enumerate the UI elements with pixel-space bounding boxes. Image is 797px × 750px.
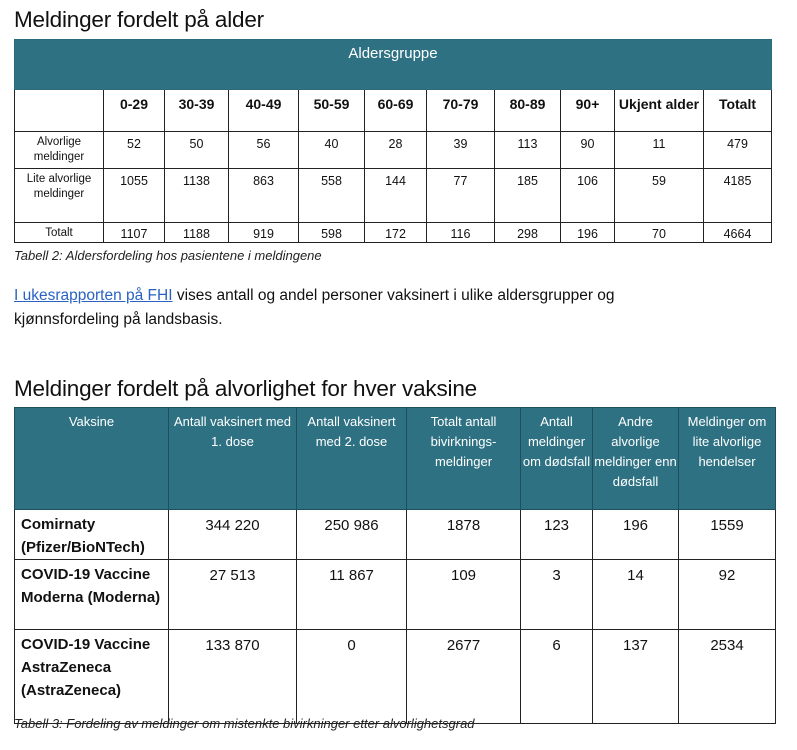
table-cell: 2534 [679,630,776,724]
table-cell: 109 [407,560,521,630]
vaccine-name: COVID-19 Vaccine Moderna (Moderna) [15,560,169,630]
table-2-caption: Tabell 2: Aldersfordeling hos pasientene i meldingene [14,248,322,263]
table-cell: 92 [679,560,776,630]
table-cell: 598 [299,223,365,243]
table-cell: 39 [427,132,495,169]
table-cell: 479 [704,132,772,169]
table-cell: 250 986 [297,510,407,560]
table-cell: 59 [615,169,704,223]
table-cell: 52 [104,132,165,169]
column-header: 30-39 [165,90,229,132]
table-cell: 133 870 [169,630,297,724]
age-distribution-table [14,39,772,243]
vaccine-name: Comirnaty (Pfizer/BioNTech) [15,510,169,560]
paragraph-text: vises antall og andel personer vaksinert i ulike aldersgrupper og kjønnsfordeling på landsbasis. [14,287,615,328]
table-row [15,169,772,223]
column-header: Meldinger om lite alvorlige hendelser [679,408,776,510]
table-row [15,132,772,169]
column-header: Antall vaksinert med 2. dose [297,408,407,510]
row-label: Alvorlige meldinger [15,132,104,169]
table-cell: 1107 [104,223,165,243]
table-cell: 4185 [704,169,772,223]
column-header: 70-79 [427,90,495,132]
table-cell: 137 [593,630,679,724]
table-cell: 2677 [407,630,521,724]
column-header: 0-29 [104,90,165,132]
column-header: Totalt antall bivirknings-meldinger [407,408,521,510]
table-cell: 1559 [679,510,776,560]
table-row [15,630,776,724]
table-cell: 1138 [165,169,229,223]
table-cell: 90 [561,132,615,169]
column-header: 50-59 [299,90,365,132]
table-cell: 196 [561,223,615,243]
table-3-caption: Tabell 3: Fordeling av meldinger om mistenkte bivirkninger etter alvorlighetsgrad [14,716,475,731]
table-cell: 919 [229,223,299,243]
column-header: Antall vaksinert med 1. dose [169,408,297,510]
table-cell: 14 [593,560,679,630]
table-cell: 0 [297,630,407,724]
table-cell: 123 [521,510,593,560]
table-cell: 40 [299,132,365,169]
table-row [15,510,776,560]
table-cell: 344 220 [169,510,297,560]
table-cell: 70 [615,223,704,243]
vaccine-name: COVID-19 Vaccine AstraZeneca (AstraZeneca) [15,630,169,724]
table-cell: 3 [521,560,593,630]
table-cell: 1878 [407,510,521,560]
table-cell: 11 [615,132,704,169]
table-cell: 4664 [704,223,772,243]
column-header: Ukjent alder [615,90,704,132]
column-header: Andre alvorlige meldinger enn dødsfall [593,408,679,510]
table-cell: 113 [495,132,561,169]
column-header: 60-69 [365,90,427,132]
column-header [15,90,104,132]
column-header: Vaksine [15,408,169,510]
table-cell: 77 [427,169,495,223]
column-header: Totalt [704,90,772,132]
column-header: 80-89 [495,90,561,132]
column-header: 40-49 [229,90,299,132]
table-cell: 144 [365,169,427,223]
table-cell: 6 [521,630,593,724]
table-cell: 56 [229,132,299,169]
table-cell: 28 [365,132,427,169]
row-label: Lite alvorlige meldinger [15,169,104,223]
table-cell: 50 [165,132,229,169]
table-cell: 185 [495,169,561,223]
table-row [15,560,776,630]
table-cell: 196 [593,510,679,560]
table-cell: 863 [229,169,299,223]
row-label: Totalt [15,223,104,243]
table-cell: 172 [365,223,427,243]
table-row [15,223,772,243]
fhi-paragraph [14,284,714,332]
table-cell: 558 [299,169,365,223]
table-cell: 116 [427,223,495,243]
table-cell: 27 513 [169,560,297,630]
age-group-band: Aldersgruppe [15,40,772,90]
table-cell: 11 867 [297,560,407,630]
fhi-weekly-report-link[interactable]: I ukesrapporten på FHI [14,287,173,304]
vaccine-severity-table [14,407,776,724]
table-cell: 1055 [104,169,165,223]
table-cell: 106 [561,169,615,223]
column-header: 90+ [561,90,615,132]
table-cell: 298 [495,223,561,243]
severity-section-heading: Meldinger fordelt på alvorlighet for hver vaksine [14,376,477,401]
age-section-heading: Meldinger fordelt på alder [14,7,264,32]
column-header: Antall meldinger om dødsfall [521,408,593,510]
table-cell: 1188 [165,223,229,243]
